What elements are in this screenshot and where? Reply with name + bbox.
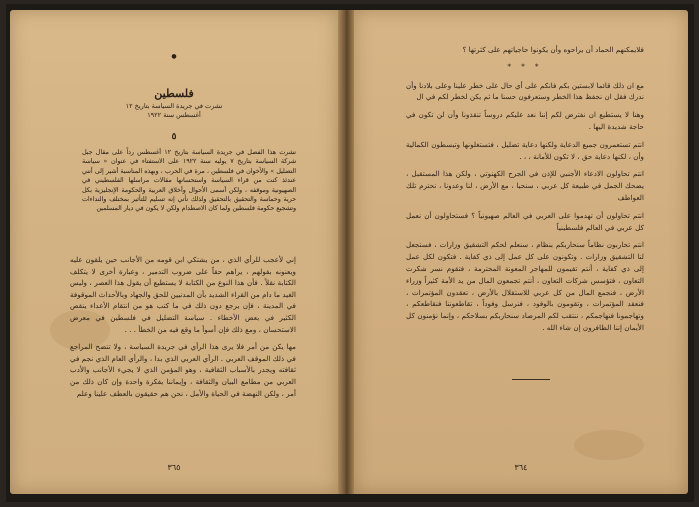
paragraph: انتم تحاربون نظاماً سنحاربكم بنظام ، سنعلم لحكم التشقيق وزارات ، فستجعل لنا التشقيق وزارات . وتكونون على كل عمل إلى ذي كفاية . فتكون لكل عمل إلى ذي كفاية ، أنتم تقيمون للمهاجر المعونة المحترمة ، فتقوم نسر شكرت التعاون ، فتؤسس شركات التعاون ، أنتم تجمعون المال من يد الأمة كثيراً وزراء الأرض ، فنجمع المال من كل عربي للاستقلال بالأرض ، تعقدون المؤتمرات ، فنعقد المؤتمرات ، وتقومون بالوفود ، فنرسل وفوداً ، تقاطعوننا فنقاطعكم ، وتهاجمونا فنهاجمكم ، ننتقب لكم المرصاد سنحاربكم بسلاحكم ، وإنما نؤمنون كل الأيمان إننا الظافرون إن شاء الله . (406, 240, 644, 332)
book-spread (6, 4, 694, 502)
paragraph: انتم تستعمرون جميع الدعاية ولكنها دعاية تضليل ، فتستغلونها وتبسطون الكمالية وأن ، لكنها دعاية حق ، لا تكون للأمانة ، ، . (406, 139, 644, 161)
book-gutter (338, 10, 354, 494)
editorial-note: نشرت هذا الفصل في جريدة السياسة بتاريخ ١٢ أغسطس رداً على مقال جبل شركة السياسة بتاريخ ٧ يوليه سنة ١٩٢٢ على الاستفتاء في عنوان « سياسة التضليل » والأخوان في فلسطين ، مرة في الحرب ، وبهذه المناسبة أشير إلى أنني عندئذ كنت من قراء السياسة واستحسانها مقالات مراسلها الفلسطيني في الصهيونية وموقفه ، ولكن أسمى الأحوال وأخلاق العربية والحكومة الإنجليزية بكل حرية وحماسة والتحقيق بالتحقيق ولذلك نأتي إنه تسليم للتأثير بمختلف والنداءات وتشجيع حكومة فلسطين ولما كان الاصطدام ولكن لا يكون في ديار المسلمين (82, 149, 296, 213)
decorative-dot: ● (171, 53, 177, 60)
paper-stain (574, 430, 644, 460)
right-body (406, 44, 644, 340)
chapter-subtitle: نشرت في جريدة السياسة بتاريخ ١٢ أغسطس سنة ١٩٢٢ (125, 102, 223, 119)
section-number: ٥ (171, 132, 177, 142)
page-number: ٣٦٥ (167, 463, 181, 472)
paragraph: وهنا لا يستطيع ان نفترض لكم إننا نعد عليكم دروساً تنقذونا وأن لن تكون في حاجة شديدة اليها . (406, 110, 644, 131)
left-page (10, 10, 338, 494)
paragraph: إني لأعجب للرأي الذي ، من يشتكي ابن قومه من الأجانب حين يلقون عليه ويعنونه بقولهم ، يراهم حقاً على ضروب التدمير ، وعبارة أخرى لا يتكلف الكتابة نقلاً . فأن هذا النوع من الكتابة لا يستطيع أن يقول هذا العصر ، وليس الغيد ما دام من القراء الشديد بأن المدنيين للحق والجهاد وبالأحداث الموقوفة في المدينة ، فإن يرجع دون ذلك في ما كتب هو من انتقام الأعداء ينقص الكثير في بعض الأخطاء . سياسة التضليل في فلسطين في معرض الاستحسان ، ومع ذلك فإن أسوأ ما وقع فيه من الخطأ . . . (70, 255, 296, 334)
paragraph: انتم تحاولون الادعاء الأجنبي للإذن في الجرح الكهنوتي ، ولكن هذا المستقبل ، يضحك الجمل في طبيعة كل عربي ، سنحيا ، مع الأرض ، لنا وعدونا ، نحترم تلك العواطف (406, 169, 644, 202)
paragraph: مها يكن من أمر فلا يرى هذا الرأي في جريدة السياسة ، ولا تتضح المراجع في ذلك الموقف العربي . الرأي العربي الذي بدا ، والرأي العام الذي نجم في ثقافته ويجدر بالأسباب الثقافية ، وهو المؤمن الذي لا يجيء الأجانب والأدب العربي من مطامع البيان والثقافة ، وإيماننا بفكرة واحدة وإن كان ذلك من أمر ، ولكن النهضة في الحياة والأمل ، نحن هم حقيقون بالعطف علينا وعلم (70, 342, 296, 398)
page-number: ٣٦٤ (514, 463, 528, 472)
opening-line: فلايمكنهم الحماد أن يراحوه وأن يكونوا حاجياتهم على كثرتها ؟ (462, 45, 644, 54)
end-rule (512, 379, 550, 380)
section-separator: * * * (507, 62, 543, 71)
left-body (70, 254, 296, 405)
right-page (354, 10, 688, 494)
paragraph: مع ان ذلك قائما لابستين بكم فانكم على أي حال على خطر علينا وعلى بلادنا وأن ندرك فقل ان نحفظ هذا الخطر وستعرفون حسنا ما ثم يكن لخطر لكم في ال (406, 80, 644, 102)
paragraph: انتم تحاولون أن تهدموا على العربي في العالم صهيونياً ؟ فستحاولون أن نعمل كل عربي في العالم فلسطينياً (406, 210, 644, 232)
chapter-title: فلسطين (154, 87, 194, 100)
